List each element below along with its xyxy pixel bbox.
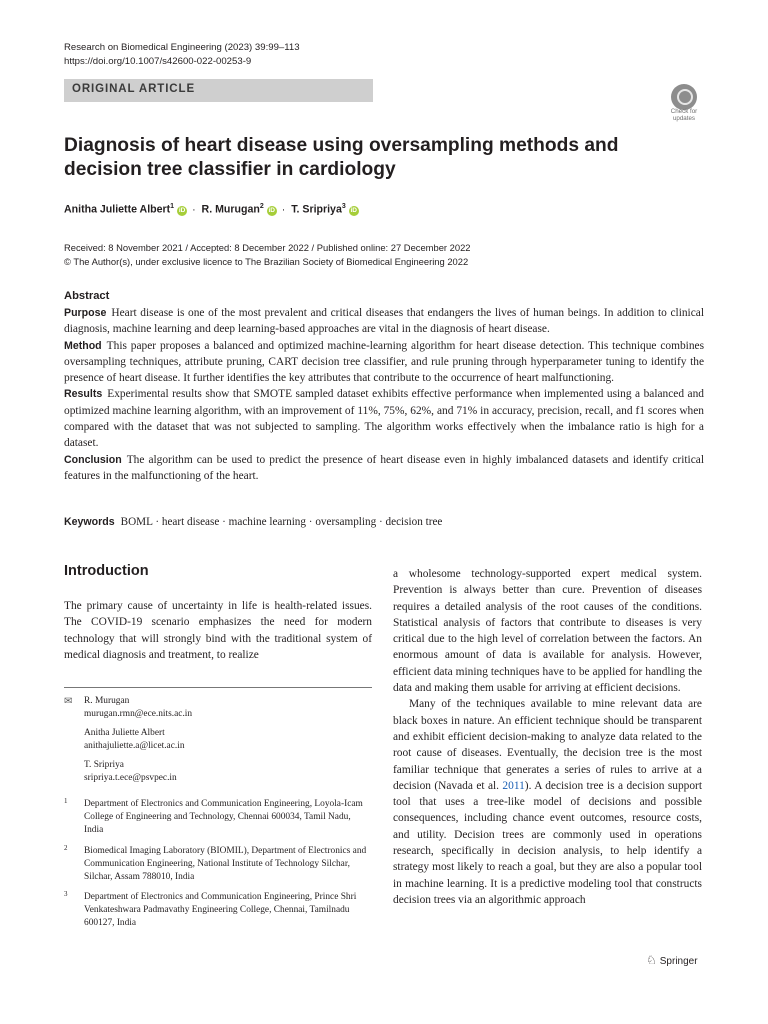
abstract-conclusion-label: Conclusion <box>64 453 122 466</box>
check-for-updates-ring <box>677 89 693 105</box>
affiliation-number: 2 <box>64 844 68 852</box>
abstract-conclusion <box>64 452 704 485</box>
correspondence-entry <box>64 695 372 721</box>
author-separator: · <box>192 203 196 216</box>
orcid-icon[interactable]: iD <box>350 206 357 214</box>
author-affiliation-mark: 3 <box>341 203 346 210</box>
author-name: R. Murugan <box>201 203 260 216</box>
copyright-line: © The Author(s), under exclusive licence to The Brazilian Society of Biomedical Engineering 2022 <box>64 255 469 267</box>
abstract-results-text: Experimental results show that SMOTE sampled dataset exhibits effective performance when implemented using a balanced and optimized machine learning algorithm, with an improvement of 11%, 75%, 62%, and 71% in accuracy, precision, recall, and f1 scores when compared with the dataset that was not subjected to sampling. The algorithm works effectively when the imbalance ratio is high for a dataset. <box>64 388 704 450</box>
affiliation-text: Biomedical Imaging Laboratory (BIOMIL), Department of Electronics and Communication Engineering, National Institute of Technology Silchar, Silchar, Assam 788010, India <box>84 846 367 882</box>
abstract-method-text: This paper proposes a balanced and optimized machine-learning algorithm for heart disease detection. This technique combines oversampling techniques, attribute pruning, CART decision tree classifier, and rule pruning through hyperparameter tuning to identify the presence of heart disease. It further identifies the key attributes that contribute to the occurrence of heart malfunctioning. <box>64 339 704 385</box>
abstract-method-label: Method <box>64 339 102 352</box>
affiliation-number: 1 <box>64 797 68 805</box>
springer-logo-icon: ♘ <box>646 953 657 967</box>
article-title: Diagnosis of heart disease using oversampling methods and decision tree classifier in cardiology <box>64 135 619 180</box>
keywords <box>64 516 704 528</box>
paragraph-text: Many of the techniques available to mine relevant data are black boxes in nature. An efficient technique should be transparent and exhibit efficient decision-making to analyze data related to the root cause of diseases. Eventually, the decision tree is the most familiar technique that generates a series of rules to arrive at a decision (Navada et al. <box>393 698 702 792</box>
introduction-right-paragraph-1: a wholesome technology-supported expert medical system. Prevention is always better than cure. Prevention of diseases requires a detailed analysis of the root causes of the conditions. Statistical analysis of factors that contribute to diseases is very critical due to the high level of correlation between the factors. An enormous amount of data is available for analysis. However, efficient data mining techniques have to be applied for handling the data and making them usable for arriving at efficient decisions. <box>393 568 702 695</box>
article-dates <box>64 241 471 268</box>
affiliation-text: Department of Electronics and Communication Engineering, Loyola-Icam College of Engineering and Technology, Chennai 600034, Tamil Nadu, India <box>84 799 363 835</box>
abstract-purpose-label: Purpose <box>64 307 107 319</box>
correspondence-entry <box>64 759 372 785</box>
affiliation-text: Department of Electronics and Communication Engineering, Prince Shri Venkateshwara Padmavathy Engineering College, Chennai, Tamilnadu 600127, India <box>84 892 357 928</box>
journal-citation: Research on Biomedical Engineering (2023) 39:99–113 <box>64 42 300 53</box>
abstract-body <box>64 305 704 484</box>
correspondence-name: Anitha Juliette Albert <box>84 728 165 738</box>
abstract-purpose-text: Heart disease is one of the most prevalent and critical diseases that endangers the lives of human beings. In addition to clinical diagnosis, machine learning and deep learning-based approaches are vital in the diagnosis of heart disease. <box>64 307 704 336</box>
affiliation-item <box>64 845 372 884</box>
mail-icon: ✉ <box>64 696 73 707</box>
correspondence-email[interactable]: murugan.rmn@ece.nits.ac.in <box>84 709 193 719</box>
check-for-updates-icon <box>671 84 697 110</box>
keywords-text: BOML · heart disease · machine learning · oversampling · decision tree <box>120 516 443 528</box>
journal-info <box>64 41 300 68</box>
author-affiliation-mark: 2 <box>259 203 264 210</box>
keywords-label: Keywords <box>64 516 115 528</box>
received-accepted-published: Received: 8 November 2021 / Accepted: 8 December 2022 / Published online: 27 December 2022 <box>64 242 471 253</box>
correspondence-block <box>64 695 372 791</box>
author-name: T. Sripriya <box>291 203 342 216</box>
abstract-purpose <box>64 305 704 338</box>
abstract-heading: Abstract <box>64 290 110 302</box>
affiliation-number: 3 <box>64 890 68 898</box>
publisher-footer <box>646 953 698 967</box>
correspondence-entry <box>64 727 372 753</box>
abstract-results-label: Results <box>64 388 103 401</box>
author-list <box>64 203 361 216</box>
abstract-results <box>64 386 704 451</box>
article-type-label: ORIGINAL ARTICLE <box>72 83 196 95</box>
doi-link[interactable]: https://doi.org/10.1007/s42600-022-00253-9 <box>64 55 252 67</box>
abstract-method <box>64 338 704 387</box>
correspondence-email[interactable]: anithajuliette.a@licet.ac.in <box>84 741 185 751</box>
check-for-updates-badge[interactable] <box>664 84 704 124</box>
citation-link[interactable]: 2011 <box>502 779 525 792</box>
author-name: Anitha Juliette Albert <box>64 203 171 216</box>
author-affiliation-mark: 1 <box>170 203 175 210</box>
article-type-bar <box>64 79 373 102</box>
publisher-name: Springer <box>659 956 698 967</box>
introduction-right-paragraph-2 <box>393 696 702 908</box>
check-for-updates-text: Check for updates <box>670 108 698 122</box>
correspondence-email[interactable]: sripriya.t.ece@psvpec.in <box>84 773 177 783</box>
footnote-divider <box>64 687 372 688</box>
introduction-heading: Introduction <box>64 563 149 579</box>
paragraph-text: ). A decision tree is a decision support tool that uses a tree-like model of decisions and possible consequences, including chance event outcomes, resource costs, and utility. Decision trees are commonly used in operations research, specifically in decision analysis, to help identify a strategy most likely to reach a goal, but they are also a popular tool in machine learning. It is a predictive modeling tool that constructs decision trees via an algorithmic approach <box>393 779 702 906</box>
introduction-left-paragraph: The primary cause of uncertainty in life is health-related issues. The COVID-19 scenario emphasizes the need for modern technology that will strongly bind with the traditional system of medical diagnosis and treatment, to realize <box>64 600 372 661</box>
affiliation-item <box>64 891 372 930</box>
correspondence-name: T. Sripriya <box>84 760 124 770</box>
affiliation-item <box>64 798 372 837</box>
author-separator: · <box>281 203 286 216</box>
orcid-icon[interactable]: iD <box>178 206 186 214</box>
orcid-icon[interactable]: iD <box>268 206 275 214</box>
introduction-right-column <box>393 566 702 908</box>
correspondence-name: R. Murugan <box>84 696 130 706</box>
abstract-conclusion-text: The algorithm can be used to predict the presence of heart disease even in highly imbalanced datasets and identify critical features in the malfunctioning of the heart. <box>64 453 704 482</box>
